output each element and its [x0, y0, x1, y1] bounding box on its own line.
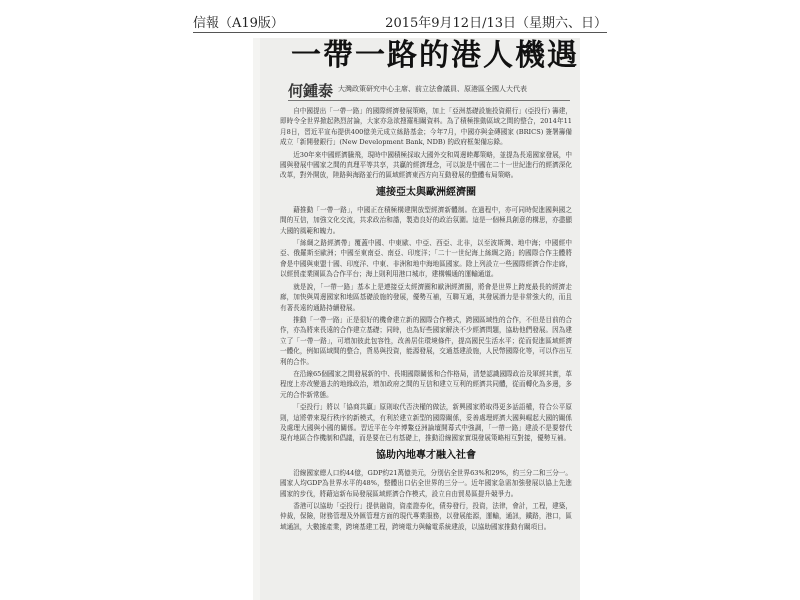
author-name: 何鍾泰 [288, 82, 334, 100]
body-paragraph: 香港可以協助「亞投行」提供融資，資產證券化，債券發行，投資，法律，會計，工程，建築，仲裁，保險，財務管理及外匯管理方面的現代專業服務，以發展能源，運輸，通訊，鐵路，港口，區域通訊，大數據產業，跨境基建工程，跨境電力與輸電系統建設，以協助國家推動有關項目。 [280, 502, 572, 531]
article-headline: 一帶一路的港人機遇 [291, 38, 579, 73]
body-paragraph: 在沿線65個國家之間發展新的中、長期國際關係和合作格局，清楚認識國際政治及軍經其實，革程度上亦改變過去的地緣政治，增加政府之間的互信和建立互利的經濟共同體，從而轉化為多邊，多元的合作新常態。 [280, 369, 572, 399]
body-paragraph: 自中國提出「一帶一路」的國際經濟發展策略，加上「亞洲基礎設施投資銀行」(亞投行) 籌建，即時令全世界掀起熱烈討論，大家亦急欲搜羅相關資料。為了積極推動區域之間的整合，2014年11月8日，習近平宣布提供400億美元成立絲路基金；今年7月，中國亦與金磚國家 (BRICS) 簽署籌備成立「新開發銀行」(New Development Bank, NDB) 的政府框架備忘錄。 [280, 107, 572, 147]
section-heading: 協助內地專才融入社會 [376, 449, 476, 461]
body-paragraph: 推動「一帶一路」正是很好的機會建立新的國際合作模式，跨國區域性的合作，不但是目前的合作，亦為將來長遠的合作建立基礎；同時，也為好些國家解決不少經濟問題，協助他們發展。因為建立了「一帶一路」，可增加彼此包容性，改善居住環境條件，提高國民生活水平；從而促進區域經濟一體化，例如區域間的整合，貨易與投資，能源發展，交通基建設施，人民幣國際化等，可以作出互利的合作。 [280, 315, 572, 366]
article-body [280, 106, 572, 534]
body-paragraph: 「亞投行」將以「協商共贏」原則取代否決權的做法，新興國家將取得更多話語權，符合公平原則，這將帶來現行秩序的新模式，有利於建立新型的國際關係，妥善處理經濟大國與崛起大國的關係及處理大國與小國的關係。習近平在今年博鰲亞洲論壇開幕式中強調，「一帶一路」建設不是要替代現有地區合作機制和倡議，而是要在已有基礎上，推動沿線國家實現發展策略相互對接，優勢互補。 [280, 403, 572, 443]
body-paragraph: 就是說，「一帶一路」基本上是連接亞太經濟圈和歐洲經濟圈，將會是世界上跨度最長的經濟走廊，加快與周邊國家和地區基礎設施的發展，優勢互補，互聯互通，其發展潛力是非常強大的，而且有著長遠的通路持續發展。 [280, 282, 572, 312]
body-paragraph: 藉推動「一帶一路」，中國正在積極構建開放型經濟新體制。在過程中，亦可同時促進國與國之間的互信，加強文化交流，共求政治和諧，製造良好的政治氛圍。這是一個極具創意的構思，亦盡顯大國的風範和魄力。 [280, 205, 572, 235]
body-paragraph: 「絲綢之路經濟帶」覆蓋中國、中東歐、中亞、西亞、北非，以至波斯灣、地中海；中國經中亞、俄羅斯至歐洲；中國至東南亞、南亞、印度洋；「二十一世紀海上絲綢之路」的國際合作主體將會是中國與東盟十國、印度洋、中東、非洲和地中海地區國家。除上列設立一些國際經濟合作走廊，以經貿產業園區為合作平台；海上則利用港口城市，建構暢通的運輸通道。 [280, 239, 572, 279]
author-title: 大灣政策研究中心主席、前立法會議員、原港區全國人大代表 [338, 85, 527, 93]
section-heading: 連接亞太與歐洲經濟圈 [376, 186, 476, 198]
clipping-edge [253, 38, 260, 600]
page-header [193, 10, 607, 33]
body-paragraph: 沿線國家總人口約44億，GDP約21萬億美元，分別佔全世界63%和29%，約三分二和三分一。國家人均GDP為世界水平的48%，整體出口佔全世界的三分一。近年國家急需加強發展以協上先進國家的步伐，將藉這新布局發展區域經濟合作模式，設立自由貿易區提升競爭力。 [280, 468, 572, 498]
newspaper-source: 信報（A19版） [193, 16, 284, 31]
body-paragraph: 近30年來中國經濟騰飛，現時中國積極採取大國外交和周邊睦鄰策略，並提為長遠國家發展，中國與發展中國家之間的真理平等共享，共贏的經濟理念，可以說是中國在二十一世紀進行的經濟深化改革，對外開放，陸路與海路並行的區域經濟東西方向互動發展的整體布局策略。 [280, 150, 572, 180]
article-clipping [260, 38, 580, 600]
author-divider [288, 100, 570, 101]
publication-date: 2015年9月12日/13日（星期六、日） [385, 16, 607, 31]
